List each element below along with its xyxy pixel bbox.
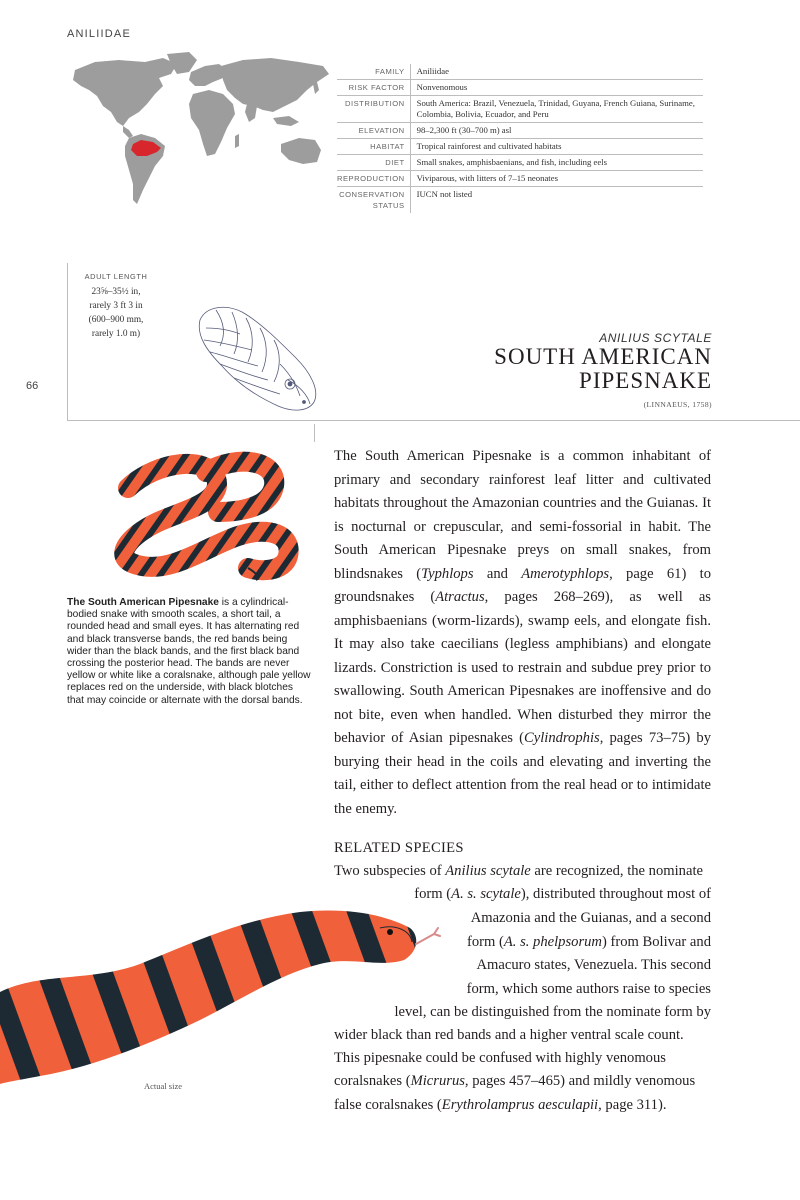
related-span: ), distributed throughout most of bbox=[520, 886, 711, 902]
taxon-name: A. s. scytale bbox=[451, 886, 521, 902]
fact-value: 98–2,300 ft (30–700 m) asl bbox=[410, 123, 703, 139]
species-authority: (LINNAEUS, 1758) bbox=[643, 400, 712, 409]
fact-key: CONSERVATION STATUS bbox=[339, 190, 405, 210]
body-span: , page 61) to groundsnakes ( bbox=[334, 565, 712, 605]
actual-size-snake-photo bbox=[0, 872, 445, 1092]
fact-row bbox=[337, 96, 703, 123]
related-line bbox=[334, 1097, 711, 1114]
caption-text: is a cylindrical-bodied snake with smooth scales, a short tail, a rounded head and small eyes. It has alternating red and black transverse bands, the red bands being wider than the black bands, and the first black band crossing the posterior head. The bands are never yellow or white like a coralsnake, although pale yellow replaces red on the underside, with black blotches that may coincide or alternate with the dorsal bands. bbox=[67, 597, 311, 706]
taxon-name: Typhlops bbox=[421, 565, 474, 582]
related-span: ) from Bolivar and bbox=[601, 934, 711, 950]
fact-key: RISK FACTOR bbox=[337, 80, 410, 96]
fact-key: DISTRIBUTION bbox=[337, 96, 410, 123]
fact-row bbox=[337, 171, 703, 187]
distribution-map bbox=[67, 52, 335, 210]
fact-key: REPRODUCTION bbox=[337, 171, 410, 187]
related-line: wider black than red bands and a higher ventral scale count. bbox=[334, 1027, 684, 1043]
body-paragraph bbox=[334, 445, 711, 821]
page-number: 66 bbox=[26, 380, 39, 392]
snake-head-illustration bbox=[196, 302, 320, 414]
caption-lead: The South American Pipesnake bbox=[67, 597, 219, 608]
related-line: level, can be distinguished from the nominate form by bbox=[394, 1004, 711, 1020]
related-span: form ( bbox=[466, 934, 504, 950]
taxon-name: Cylindrophis bbox=[524, 730, 600, 746]
fact-value: Nonvenomous bbox=[410, 80, 703, 96]
related-species-heading: RELATED SPECIES bbox=[334, 840, 464, 856]
body-span: , pages 73–75) by burying their head in the coils and elevating and inverting the tail, either to deflect attention from the real head or to intimidate the enemy. bbox=[334, 730, 711, 817]
related-span: Two subspecies of bbox=[334, 863, 446, 879]
adult-length-label: ADULT LENGTH bbox=[84, 272, 148, 281]
taxon-name: Anilius scytale bbox=[445, 863, 531, 879]
fact-value: IUCN not listed bbox=[410, 187, 703, 214]
scientific-name: ANILIUS SCYTALE bbox=[599, 331, 712, 345]
related-line: form, which some authors raise to species bbox=[466, 981, 711, 997]
world-landmass bbox=[73, 52, 329, 204]
coiled-snake-photo bbox=[88, 450, 308, 585]
fact-key: HABITAT bbox=[337, 139, 410, 155]
related-line bbox=[467, 934, 711, 951]
related-span: , page 311). bbox=[598, 1097, 667, 1113]
body-text bbox=[334, 445, 711, 821]
fact-key: ELEVATION bbox=[337, 123, 410, 139]
related-line: Amazonia and the Guianas, and a second bbox=[470, 910, 711, 926]
taxon-name: A. s. phelpsorum bbox=[503, 934, 602, 950]
fact-value: Viviparous, with litters of 7–15 neonates bbox=[410, 171, 703, 187]
fact-row bbox=[337, 187, 703, 214]
fact-value: Tropical rainforest and cultivated habitats bbox=[410, 139, 703, 155]
taxon-name: Atractus bbox=[435, 589, 485, 605]
fact-value: Aniliidae bbox=[410, 64, 703, 80]
common-name-line: PIPESNAKE bbox=[579, 368, 712, 393]
related-span: coralsnakes ( bbox=[334, 1073, 411, 1089]
related-span: form ( bbox=[414, 886, 452, 902]
family-header: ANILIIDAE bbox=[67, 28, 131, 40]
taxon-name: Erythrolamprus aesculapii bbox=[441, 1097, 599, 1113]
body-span: The South American Pipesnake is a common inhabitant of primary and secondary rainforest leaf litter and cultivated habitats throughout the Amazonian countries and the Guianas. It is nocturnal or crepuscular, and semi-fossorial in habit. The South American Pipesnake preys on small snakes, from blindsnakes ( bbox=[334, 448, 711, 582]
common-name bbox=[382, 345, 712, 393]
body-span: and bbox=[473, 565, 522, 582]
fact-key: FAMILY bbox=[337, 64, 410, 80]
adult-length-line: 23⅝–35½ in, bbox=[91, 287, 141, 297]
fact-row bbox=[337, 155, 703, 171]
taxon-name: Micrurus bbox=[410, 1073, 465, 1089]
adult-length-value bbox=[72, 285, 160, 341]
fact-value: South America: Brazil, Venezuela, Trinidad, Guyana, French Guiana, Suriname, Colombia, Bolivia, Ecuador, and Peru bbox=[410, 96, 703, 123]
fact-table bbox=[337, 64, 703, 213]
adult-length-line: rarely 3 ft 3 in bbox=[89, 301, 143, 311]
photo-caption bbox=[67, 597, 312, 707]
related-span: false coralsnakes ( bbox=[334, 1097, 442, 1113]
related-line: This pipesnake could be confused with highly venomous bbox=[334, 1050, 666, 1066]
fact-row bbox=[337, 139, 703, 155]
adult-length-line: (600–900 mm, bbox=[88, 315, 144, 325]
fact-row bbox=[337, 80, 703, 96]
related-span: , pages 457–465) and mildly venomous bbox=[464, 1073, 696, 1089]
adult-length-line: rarely 1.0 m) bbox=[91, 329, 141, 339]
related-line: Amacuro states, Venezuela. This second bbox=[476, 957, 711, 973]
taxon-name: Amerotyphlops bbox=[521, 565, 610, 582]
related-span: are recognized, the nominate bbox=[530, 863, 703, 879]
actual-size-label: Actual size bbox=[144, 1081, 182, 1091]
fact-key: DIET bbox=[337, 155, 410, 171]
fact-row bbox=[337, 64, 703, 80]
body-span: , pages 268–269), as well as amphisbaenians (worm-lizards), swamp eels, and elongate fish. It may also take caecilians (legless amphibians) and elongate lizards. Constriction is used to restrain and subdue prey prior to swallowing. South American Pipesnakes are inoffensive and do not bite, even when handled. When disturbed they mirror the behavior of Asian pipesnakes ( bbox=[334, 589, 711, 746]
fact-value: Small snakes, amphisbaenians, and fish, including eels bbox=[410, 155, 703, 171]
column-divider bbox=[314, 424, 315, 442]
fact-row bbox=[337, 123, 703, 139]
common-name-line: SOUTH AMERICAN bbox=[494, 344, 712, 369]
related-line bbox=[414, 886, 711, 903]
